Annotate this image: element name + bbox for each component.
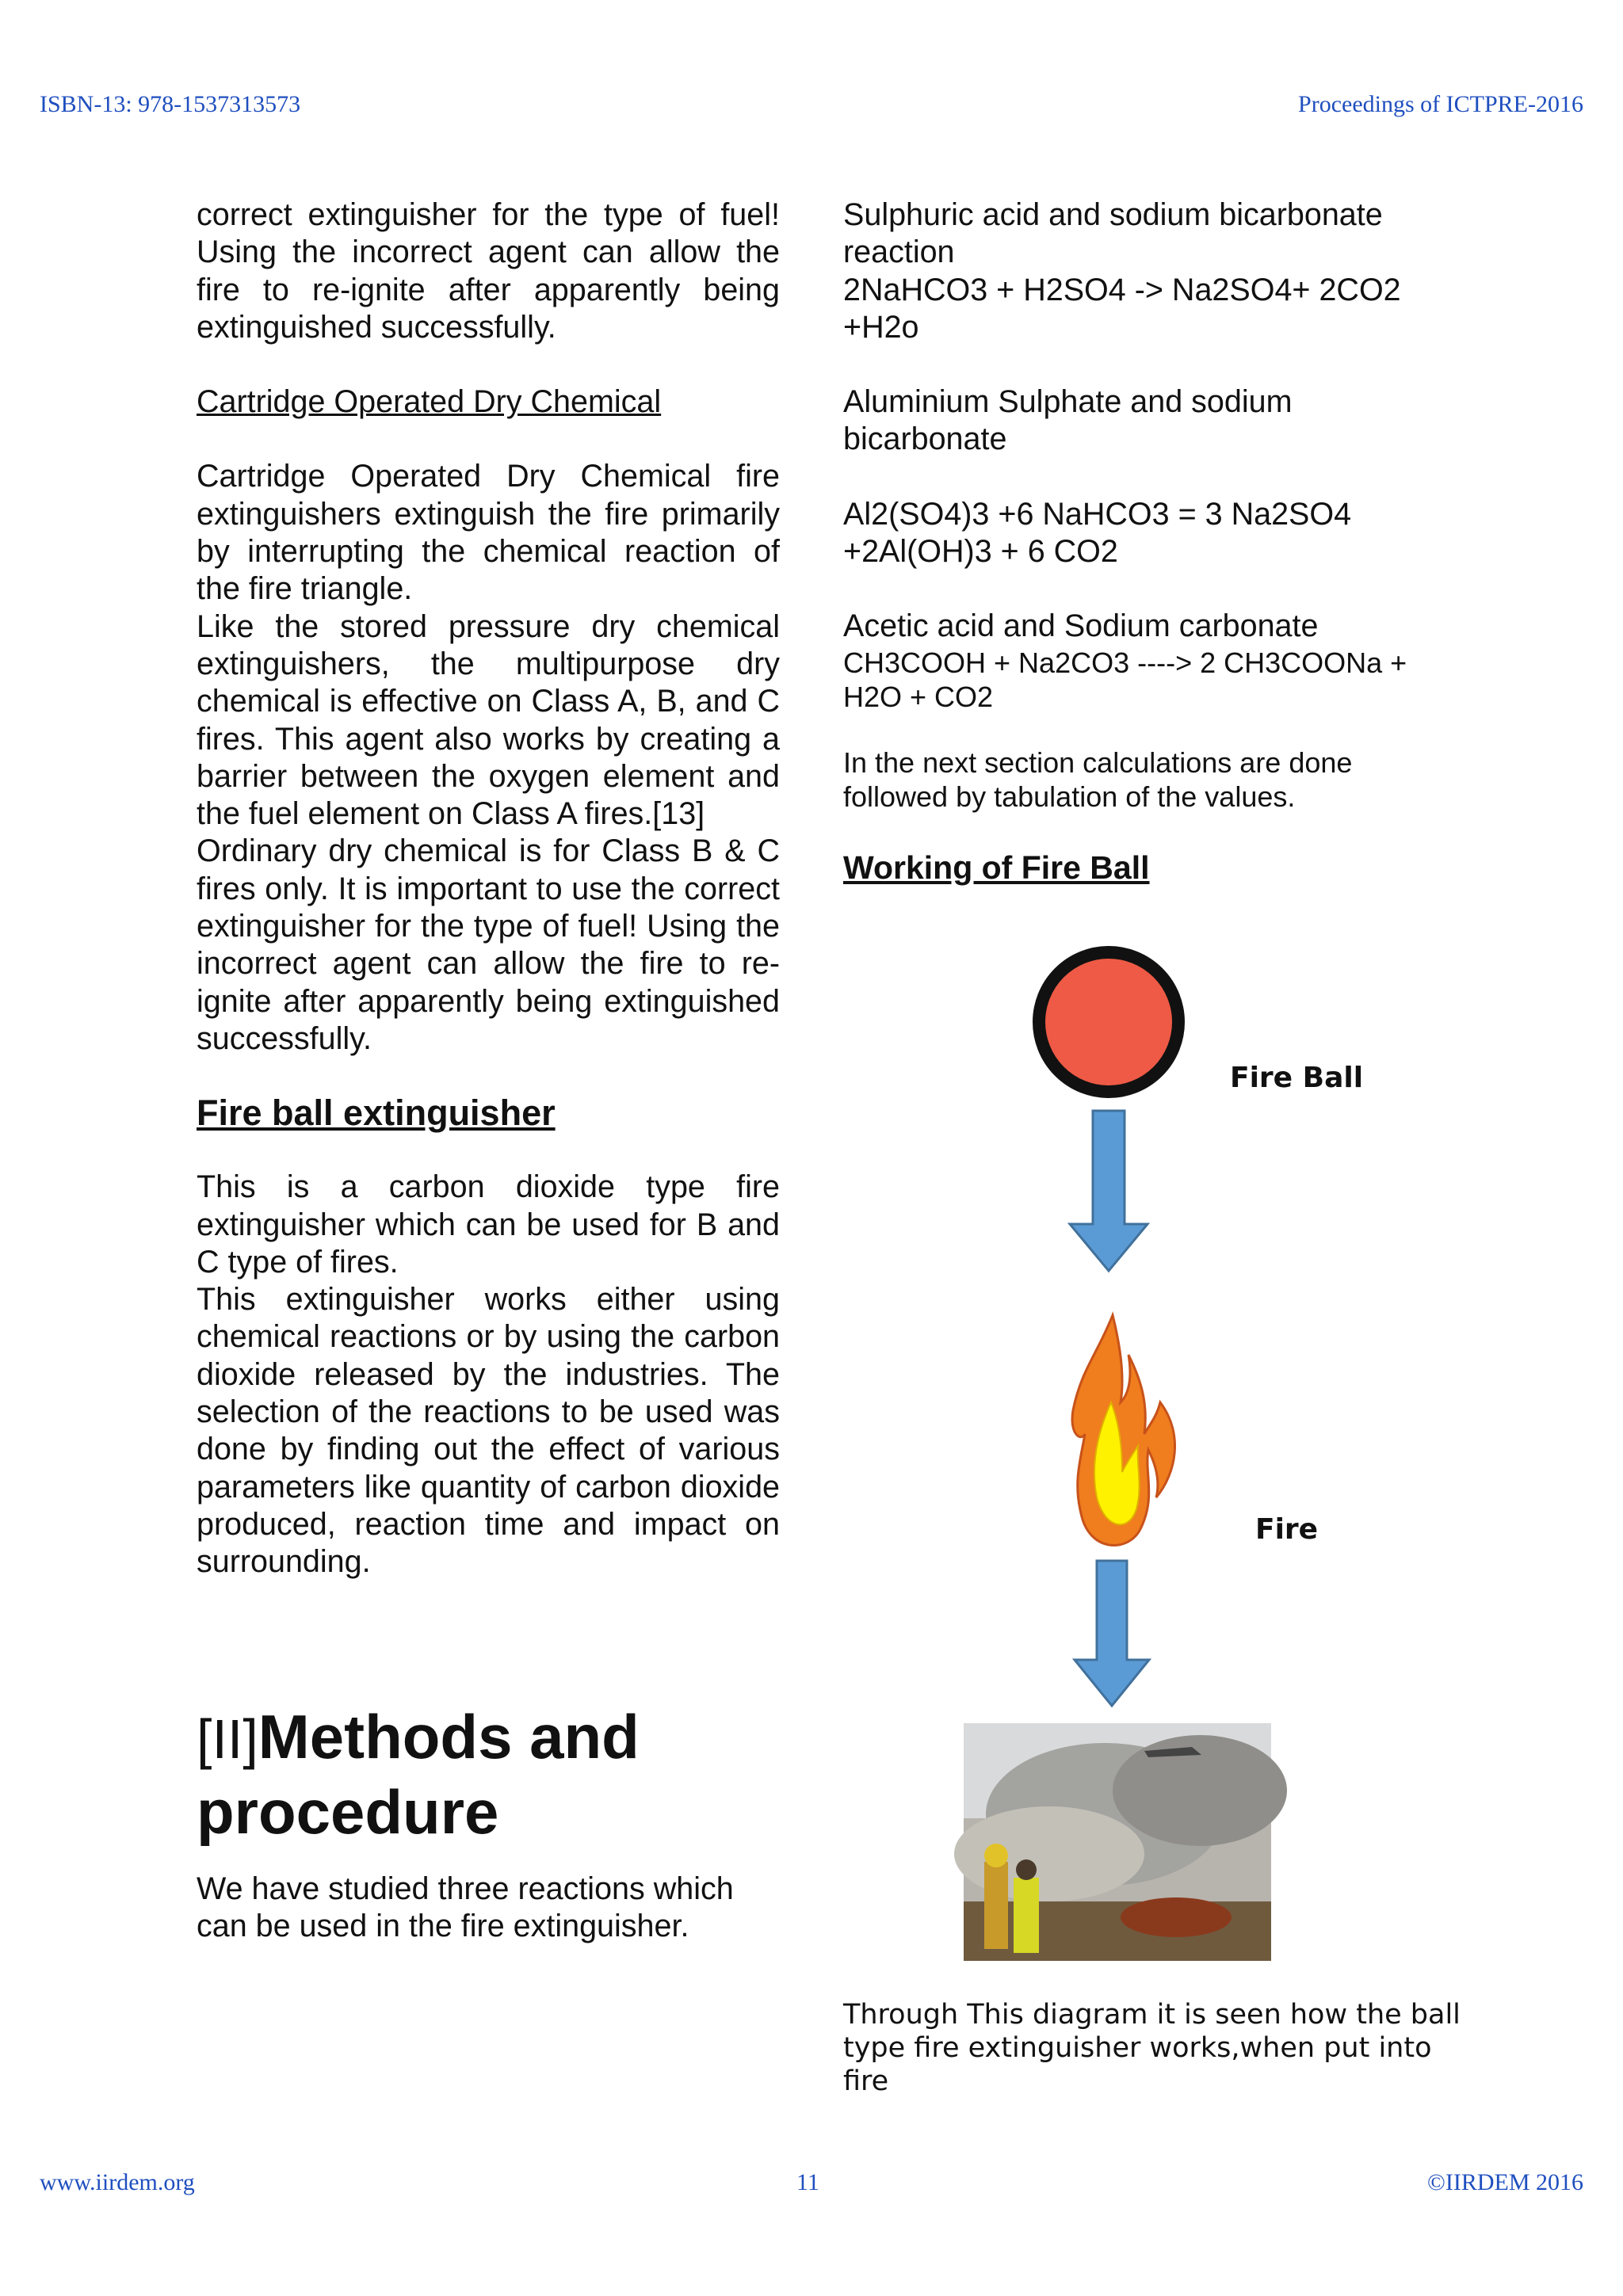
- heading-working-of-fire-ball: Working of Fire Ball: [843, 849, 1150, 886]
- paragraph-multipurpose: Like the stored pressure dry chemical extinguishers, the multipurpose dry chemical is effective on Class A, B, and C fires. This agent also works by creating a barrier between the oxygen element and the fuel element on Class A fires.[13]: [197, 608, 780, 832]
- paragraph-extinguisher-fuel: correct extinguisher for the type of fuel! Using the incorrect agent can allow the fire to re-ignite after apparently being extinguished successfully.: [197, 197, 780, 345]
- website-footer[interactable]: www.iirdem.org: [40, 2169, 195, 2195]
- section-title: [197, 1700, 780, 1775]
- reaction3-title: Acetic acid and Sodium carbonate: [843, 608, 1319, 644]
- reaction2-equation: Al2(SO4)3 +6 NaHCO3 = 3 Na2SO4 +2Al(OH)3 + 6 CO2: [843, 496, 1352, 570]
- left-column: [197, 196, 780, 1945]
- paragraph-three-reactions: We have studied three reactions which can be used in the fire extinguisher.: [197, 1871, 734, 1943]
- section-number: [II]: [197, 1707, 258, 1770]
- next-section-note: In the next section calculations are done followed by tabulation of the values.: [843, 746, 1353, 813]
- firefighting-photo: [954, 1723, 1287, 1961]
- paragraph-reactions-selection: This extinguisher works either using chemical reactions or by using the carbon dioxide released by the industries. The selection of the reactions to be used was done by finding out the effect of various parameters like quantity of carbon dioxide produced, reaction time and impact on surrounding.: [197, 1282, 780, 1580]
- right-column: [843, 196, 1445, 888]
- down-arrow-1: [1070, 1111, 1148, 1271]
- reaction1-equation: 2NaHCO3 + H2SO4 -> Na2SO4+ 2CO2 +H2o: [843, 272, 1401, 345]
- paragraph-co2-type: This is a carbon dioxide type fire extinguisher which can be used for B and C type of fires.: [197, 1169, 780, 1280]
- fire-ball-label: Fire Ball: [1230, 1062, 1364, 1094]
- paragraph-cartridge-description: Cartridge Operated Dry Chemical fire extinguishers extinguish the fire primarily by interrupting the chemical reaction of the fire triangle.: [197, 459, 780, 607]
- heading-fire-ball-extinguisher: Fire ball extinguisher: [197, 1093, 556, 1134]
- section-title-line1: Methods and: [258, 1701, 640, 1772]
- proceedings-header: Proceedings of ICTPRE-2016: [1298, 91, 1583, 117]
- paragraph-ordinary-dry: Ordinary dry chemical is for Class B & C fires only. It is important to use the correct extinguisher for the type of fuel! Using the incorrect agent can allow the fire to re-ignite after apparently being extinguished successfully.: [197, 833, 780, 1056]
- subheading-cartridge: Cartridge Operated Dry Chemical: [197, 384, 662, 420]
- down-arrow-2: [1075, 1561, 1149, 1706]
- diagram-graphics: [843, 927, 1493, 1973]
- reaction3-equation: CH3COOH + Na2CO3 ----> 2 CH3COONa + H2O + CO2: [843, 646, 1407, 713]
- copyright-footer: ©IIRDEM 2016: [1427, 2169, 1583, 2195]
- reaction2-title: Aluminium Sulphate and sodium bicarbonate: [843, 384, 1293, 457]
- diagram-caption: Through This diagram it is seen how the ball type fire extinguisher works,when put into fire: [843, 1999, 1461, 2097]
- page-number: 11: [796, 2169, 819, 2195]
- reaction1-title: Sulphuric acid and sodium bicarbonate reaction: [843, 197, 1383, 270]
- fire-flame-icon: [1072, 1315, 1175, 1545]
- fire-ball-shape: [1039, 952, 1178, 1092]
- isbn-header: ISBN-13: 978-1537313573: [40, 91, 301, 117]
- section-title-line2: procedure: [197, 1776, 499, 1847]
- fire-ball-diagram: [843, 927, 1493, 1973]
- fire-label: Fire: [1255, 1513, 1319, 1546]
